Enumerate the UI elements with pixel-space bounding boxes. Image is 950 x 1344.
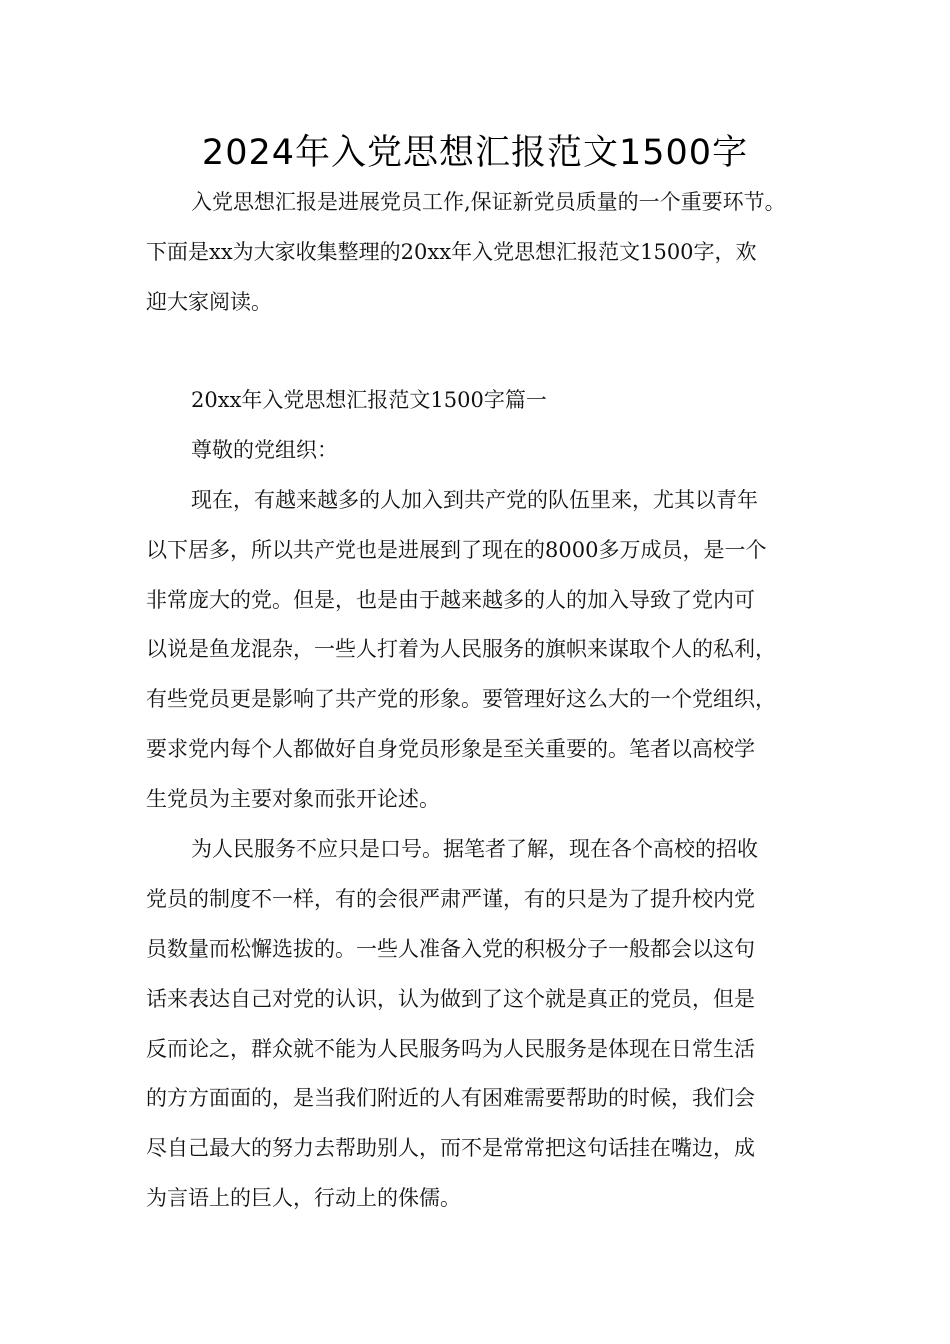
document-title: 2024年入党思想汇报范文1500字	[201, 133, 749, 173]
text-line: 下面是xx为大家收集整理的20xx年入党思想汇报范文1500字，欢	[146, 240, 757, 264]
text-line: 非常庞大的党。但是，也是由于越来越多的人的加入导致了党内可	[146, 588, 755, 612]
text-line: 入党思想汇报是进展党员工作,保证新党员质量的一个重要环节。	[191, 190, 786, 214]
text-line: 员数量而松懈选拔的。一些人准备入党的积极分子一般都会以这句	[146, 937, 755, 961]
text-line: 迎大家阅读。	[146, 290, 272, 314]
text-line: 为言语上的巨人，行动上的侏儒。	[146, 1186, 461, 1210]
text-line: 话来表达自己对党的认识，认为做到了这个就是真正的党员，但是	[146, 987, 755, 1011]
text-line: 有些党员更是影响了共产党的形象。要管理好这么大的一个党组织，	[146, 687, 776, 711]
text-line: 反而论之，群众就不能为人民服务吗为人民服务是体现在日常生活	[146, 1037, 755, 1061]
section-heading: 20xx年入党思想汇报范文1500字篇一	[191, 388, 547, 412]
text-line: 党员的制度不一样，有的会很严肃严谨，有的只是为了提升校内党	[146, 887, 755, 911]
salutation: 尊敬的党组织：	[191, 438, 338, 462]
text-line: 的方方面面的，是当我们附近的人有困难需要帮助的时候，我们会	[146, 1086, 755, 1110]
text-line: 生党员为主要对象而张开论述。	[146, 787, 440, 811]
text-line: 以说是鱼龙混杂，一些人打着为人民服务的旗帜来谋取个人的私利，	[146, 637, 776, 661]
text-line: 为人民服务不应只是口号。据笔者了解，现在各个高校的招收	[191, 837, 758, 861]
text-line: 要求党内每个人都做好自身党员形象是至关重要的。笔者以高校学	[146, 737, 755, 761]
text-line: 尽自己最大的努力去帮助别人，而不是常常把这句话挂在嘴边，成	[146, 1136, 755, 1160]
text-line: 现在，有越来越多的人加入到共产党的队伍里来，尤其以青年	[191, 488, 758, 512]
text-line: 以下居多，所以共产党也是进展到了现在的8000多万成员，是一个	[146, 538, 767, 562]
